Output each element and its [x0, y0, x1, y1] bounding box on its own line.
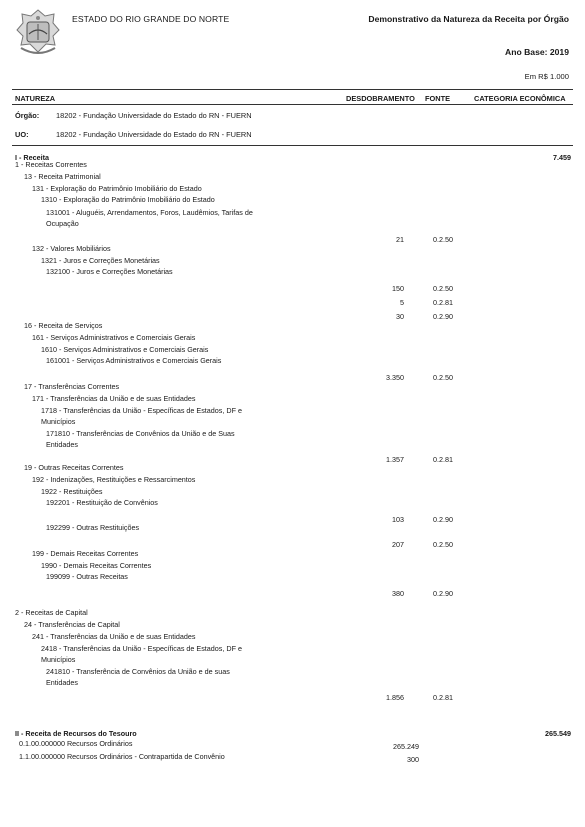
column-categoria-economica: CATEGORIA ECONÔMICA	[474, 94, 566, 103]
natureza-item: 1321 - Juros e Correções Monetárias	[41, 256, 160, 265]
orgao-label: Órgão:	[15, 111, 40, 120]
fonte-value: 0.2.50	[433, 235, 453, 244]
desdobramento-value: 3.350	[386, 373, 404, 382]
natureza-item: 199 - Demais Receitas Correntes	[32, 549, 139, 558]
natureza-item: 2 - Receitas de Capital	[15, 608, 88, 617]
natureza-item: 1610 - Serviços Administrativos e Comerciais Gerais	[41, 345, 209, 354]
natureza-item: 192 - Indenizações, Restituições e Ressarcimentos	[32, 475, 196, 484]
natureza-item: 2418 - Transferências da União - Específicas de Estados, DF e	[41, 644, 242, 653]
natureza-item: 132100 - Juros e Correções Monetárias	[46, 267, 173, 276]
fonte-value: 0.2.50	[433, 540, 453, 549]
orgao-value: 18202 - Fundação Universidade do Estado do RN - FUERN	[56, 111, 252, 120]
natureza-item: 1718 - Transferências da União - Específicas de Estados, DF e	[41, 406, 242, 415]
natureza-item: 199099 - Outras Receitas	[46, 572, 128, 581]
column-natureza: NATUREZA	[15, 94, 56, 103]
uo-label: UO:	[15, 130, 29, 139]
desdobramento-value: 103	[392, 515, 404, 524]
natureza-item: 1.1.00.000000 Recursos Ordinários - Contrapartida de Convênio	[19, 752, 225, 761]
natureza-item: 1 - Receitas Correntes	[15, 160, 87, 169]
desdobramento-value: 5	[400, 298, 404, 307]
desdobramento-value: 380	[392, 589, 404, 598]
natureza-item: 192201 - Restituição de Convênios	[46, 498, 158, 507]
fonte-value: 0.2.81	[433, 455, 453, 464]
state-seal-icon	[15, 8, 61, 60]
document-title: Demonstrativo da Natureza da Receita por Órgão	[368, 14, 569, 24]
natureza-item: 17 - Transferências Correntes	[24, 382, 120, 391]
desdobramento-value: 1.357	[386, 455, 404, 464]
natureza-item: 1990 - Demais Receitas Correntes	[41, 561, 152, 570]
column-desdobramento: DESDOBRAMENTO	[346, 94, 415, 103]
natureza-item: 13 - Receita Patrimonial	[24, 172, 101, 181]
section-total: 265.549	[545, 729, 571, 738]
section-title: I - Receita	[15, 153, 49, 162]
fonte-value: 0.2.81	[433, 298, 453, 307]
column-fonte: FONTE	[425, 94, 451, 103]
year-label: Ano Base: 2019	[504, 47, 569, 57]
natureza-item: Municípios	[41, 655, 76, 664]
natureza-item: 161 - Serviços Administrativos e Comerciais Gerais	[32, 333, 196, 342]
natureza-item: 241810 - Transferência de Convênios da União e de suas	[46, 667, 230, 676]
fonte-value: 0.2.90	[433, 515, 453, 524]
natureza-item: Municípios	[41, 417, 76, 426]
natureza-item: 1310 - Exploração do Patrimônio Imobiliário do Estado	[41, 195, 215, 204]
natureza-item: 131 - Exploração do Patrimônio Imobiliário do Estado	[32, 184, 202, 193]
fonte-value: 0.2.50	[433, 373, 453, 382]
natureza-item: 161001 - Serviços Administrativos e Comerciais Gerais	[46, 356, 222, 365]
section-title: II - Receita de Recursos do Tesouro	[15, 729, 137, 738]
uo-value: 18202 - Fundação Universidade do Estado do RN - FUERN	[56, 130, 252, 139]
section-total: 7.459	[553, 153, 571, 162]
natureza-item: 19 - Outras Receitas Correntes	[24, 463, 124, 472]
natureza-item: 16 - Receita de Serviços	[24, 321, 103, 330]
header-top-rule	[12, 89, 573, 90]
state-name: ESTADO DO RIO GRANDE DO NORTE	[72, 14, 230, 24]
natureza-item: 132 - Valores Mobiliários	[32, 244, 111, 253]
desdobramento-value: 21	[396, 235, 404, 244]
natureza-item: Ocupação	[46, 219, 79, 228]
natureza-item: Entidades	[46, 440, 78, 449]
desdobramento-value: 207	[392, 540, 404, 549]
fonte-value: 0.2.90	[433, 312, 453, 321]
desdobramento-value: 1.856	[386, 693, 404, 702]
header-bottom-rule	[12, 104, 573, 105]
natureza-item: Entidades	[46, 678, 78, 687]
desdobramento-value: 150	[392, 284, 404, 293]
fonte-value: 0.2.81	[433, 693, 453, 702]
natureza-item: 171 - Transferências da União e de suas Entidades	[32, 394, 196, 403]
natureza-item: 0.1.00.000000 Recursos Ordinários	[19, 739, 133, 748]
desdobramento-value: 30	[396, 312, 404, 321]
fonte-value: 0.2.90	[433, 589, 453, 598]
org-bottom-rule	[12, 145, 573, 146]
desdobramento-value: 265.249	[393, 742, 419, 751]
natureza-item: 171810 - Transferências de Convênios da União e de Suas	[46, 429, 235, 438]
natureza-item: 131001 - Aluguéis, Arrendamentos, Foros, Laudêmios, Tarifas de	[46, 208, 253, 217]
natureza-item: 241 - Transferências da União e de suas Entidades	[32, 632, 196, 641]
natureza-item: 24 - Transferências de Capital	[24, 620, 120, 629]
natureza-item: 1922 - Restituições	[41, 487, 103, 496]
desdobramento-value: 300	[407, 755, 419, 764]
fonte-value: 0.2.50	[433, 284, 453, 293]
unit-label: Em R$ 1.000	[524, 72, 569, 81]
natureza-item: 192299 - Outras Restituições	[46, 523, 140, 532]
